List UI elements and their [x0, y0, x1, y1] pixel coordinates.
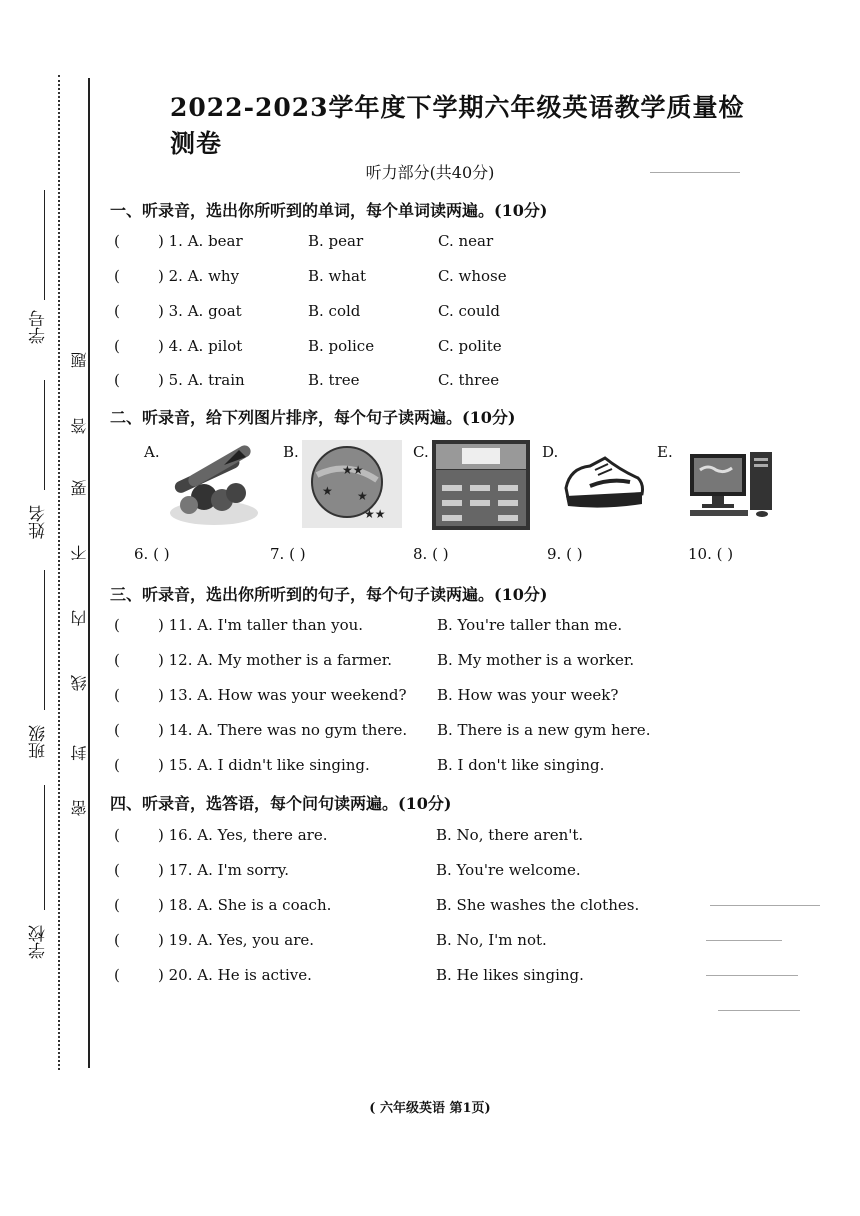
vegetables-picture	[164, 445, 264, 527]
score-blank	[650, 172, 740, 173]
class-label: 班级	[29, 725, 49, 759]
svg-text:★★: ★★	[342, 463, 364, 477]
classroom-picture	[432, 440, 530, 530]
svg-text:★: ★	[357, 489, 368, 503]
faint-line	[706, 940, 782, 941]
picture-label: D.	[542, 443, 559, 461]
option-b: B. No, there aren't.	[436, 826, 584, 844]
option-b: B. How was your week?	[437, 686, 619, 704]
listening-subtitle: 听力部分(共40分)	[365, 163, 495, 182]
option-a: ) 16. A. Yes, there are.	[158, 826, 328, 844]
picture-label: E.	[657, 443, 673, 461]
svg-text:★★: ★★	[364, 507, 386, 521]
picture-answer[interactable]: 6. ( )	[134, 545, 170, 563]
seal-char: 线	[70, 675, 89, 691]
margin-rule	[88, 78, 90, 1068]
answer-paren[interactable]: (	[114, 267, 120, 285]
seal-dotted-line	[58, 75, 60, 1070]
picture-answer[interactable]: 7. ( )	[270, 545, 306, 563]
option-b: B. tree	[308, 371, 360, 389]
exam-title: 2022-2023学年度下学期六年级英语教学质量检测卷	[170, 93, 745, 158]
answer-paren[interactable]: (	[114, 616, 120, 634]
sneaker-picture	[560, 448, 646, 516]
picture-label: C.	[413, 443, 429, 461]
page-footer: ( 六年级英语 第1页)	[369, 1101, 491, 1116]
name-blank[interactable]	[44, 380, 45, 490]
picture-answer[interactable]: 8. ( )	[413, 545, 449, 563]
option-c: C. whose	[438, 267, 507, 285]
option-a: ) 15. A. I didn't like singing.	[158, 756, 370, 774]
option-b: B. You're welcome.	[436, 861, 581, 879]
option-a: ) 1. A. bear	[158, 232, 243, 250]
section-2-heading: 二、听录音，给下列图片排序，每个句子读两遍。(10分)	[110, 408, 516, 427]
seal-char: 内	[70, 610, 89, 626]
option-b: B. My mother is a worker.	[437, 651, 635, 669]
answer-paren[interactable]: (	[114, 232, 120, 250]
seal-char: 题	[70, 352, 89, 368]
answer-paren[interactable]: (	[114, 861, 120, 879]
picture-label: B.	[283, 443, 299, 461]
seal-char: 答	[70, 418, 89, 434]
option-a: ) 14. A. There was no gym there.	[158, 721, 408, 739]
option-b: B. She washes the clothes.	[436, 896, 640, 914]
option-a: ) 5. A. train	[158, 371, 245, 389]
option-a: ) 11. A. I'm taller than you.	[158, 616, 364, 634]
school-label: 学校	[29, 925, 49, 959]
option-b: B. cold	[308, 302, 361, 320]
answer-paren[interactable]: (	[114, 966, 120, 984]
svg-text:★: ★	[322, 484, 333, 498]
section-1-heading: 一、听录音，选出你所听到的单词，每个单词读两遍。(10分)	[110, 201, 548, 220]
option-c: C. polite	[438, 337, 502, 355]
answer-paren[interactable]: (	[114, 756, 120, 774]
option-b: B. There is a new gym here.	[437, 721, 651, 739]
option-a: ) 19. A. Yes, you are.	[158, 931, 315, 949]
option-a: ) 13. A. How was your weekend?	[158, 686, 407, 704]
number-label: 学号	[29, 310, 49, 344]
section-3-heading: 三、听录音，选出你所听到的句子，每个句子读两遍。(10分)	[110, 585, 548, 604]
name-label: 姓名	[29, 505, 49, 539]
option-b: B. police	[308, 337, 375, 355]
seal-char: 不	[70, 545, 89, 561]
section-4-heading: 四、听录音，选答语，每个问句读两遍。(10分)	[110, 794, 452, 813]
option-b: B. what	[308, 267, 367, 285]
answer-paren[interactable]: (	[114, 896, 120, 914]
flag-globe-picture	[302, 440, 402, 528]
class-blank[interactable]	[44, 570, 45, 710]
option-b: B. You're taller than me.	[437, 616, 623, 634]
option-a: ) 17. A. I'm sorry.	[158, 861, 289, 879]
answer-paren[interactable]: (	[114, 302, 120, 320]
option-b: B. I don't like singing.	[437, 756, 605, 774]
answer-paren[interactable]: (	[114, 371, 120, 389]
seal-char: 要	[70, 480, 89, 496]
answer-paren[interactable]: (	[114, 651, 120, 669]
option-b: B. No, I'm not.	[436, 931, 547, 949]
option-a: ) 18. A. She is a coach.	[158, 896, 332, 914]
option-b: B. pear	[308, 232, 364, 250]
picture-answer[interactable]: 9. ( )	[547, 545, 583, 563]
answer-paren[interactable]: (	[114, 337, 120, 355]
school-blank[interactable]	[44, 785, 45, 910]
answer-paren[interactable]: (	[114, 686, 120, 704]
option-c: C. three	[438, 371, 500, 389]
faint-line	[710, 905, 820, 906]
computer-picture	[688, 448, 780, 520]
option-a: ) 20. A. He is active.	[158, 966, 312, 984]
number-blank[interactable]	[44, 190, 45, 300]
option-c: C. near	[438, 232, 494, 250]
faint-line	[718, 1010, 800, 1011]
seal-char: 封	[70, 745, 89, 761]
answer-paren[interactable]: (	[114, 931, 120, 949]
option-c: C. could	[438, 302, 500, 320]
answer-paren[interactable]: (	[114, 826, 120, 844]
option-b: B. He likes singing.	[436, 966, 584, 984]
faint-line	[706, 975, 798, 976]
seal-char: 密	[70, 800, 89, 816]
picture-answer[interactable]: 10. ( )	[688, 545, 734, 563]
option-a: ) 2. A. why	[158, 267, 240, 285]
answer-paren[interactable]: (	[114, 721, 120, 739]
picture-label: A.	[144, 443, 160, 461]
option-a: ) 4. A. pilot	[158, 337, 243, 355]
option-a: ) 12. A. My mother is a farmer.	[158, 651, 393, 669]
option-a: ) 3. A. goat	[158, 302, 242, 320]
